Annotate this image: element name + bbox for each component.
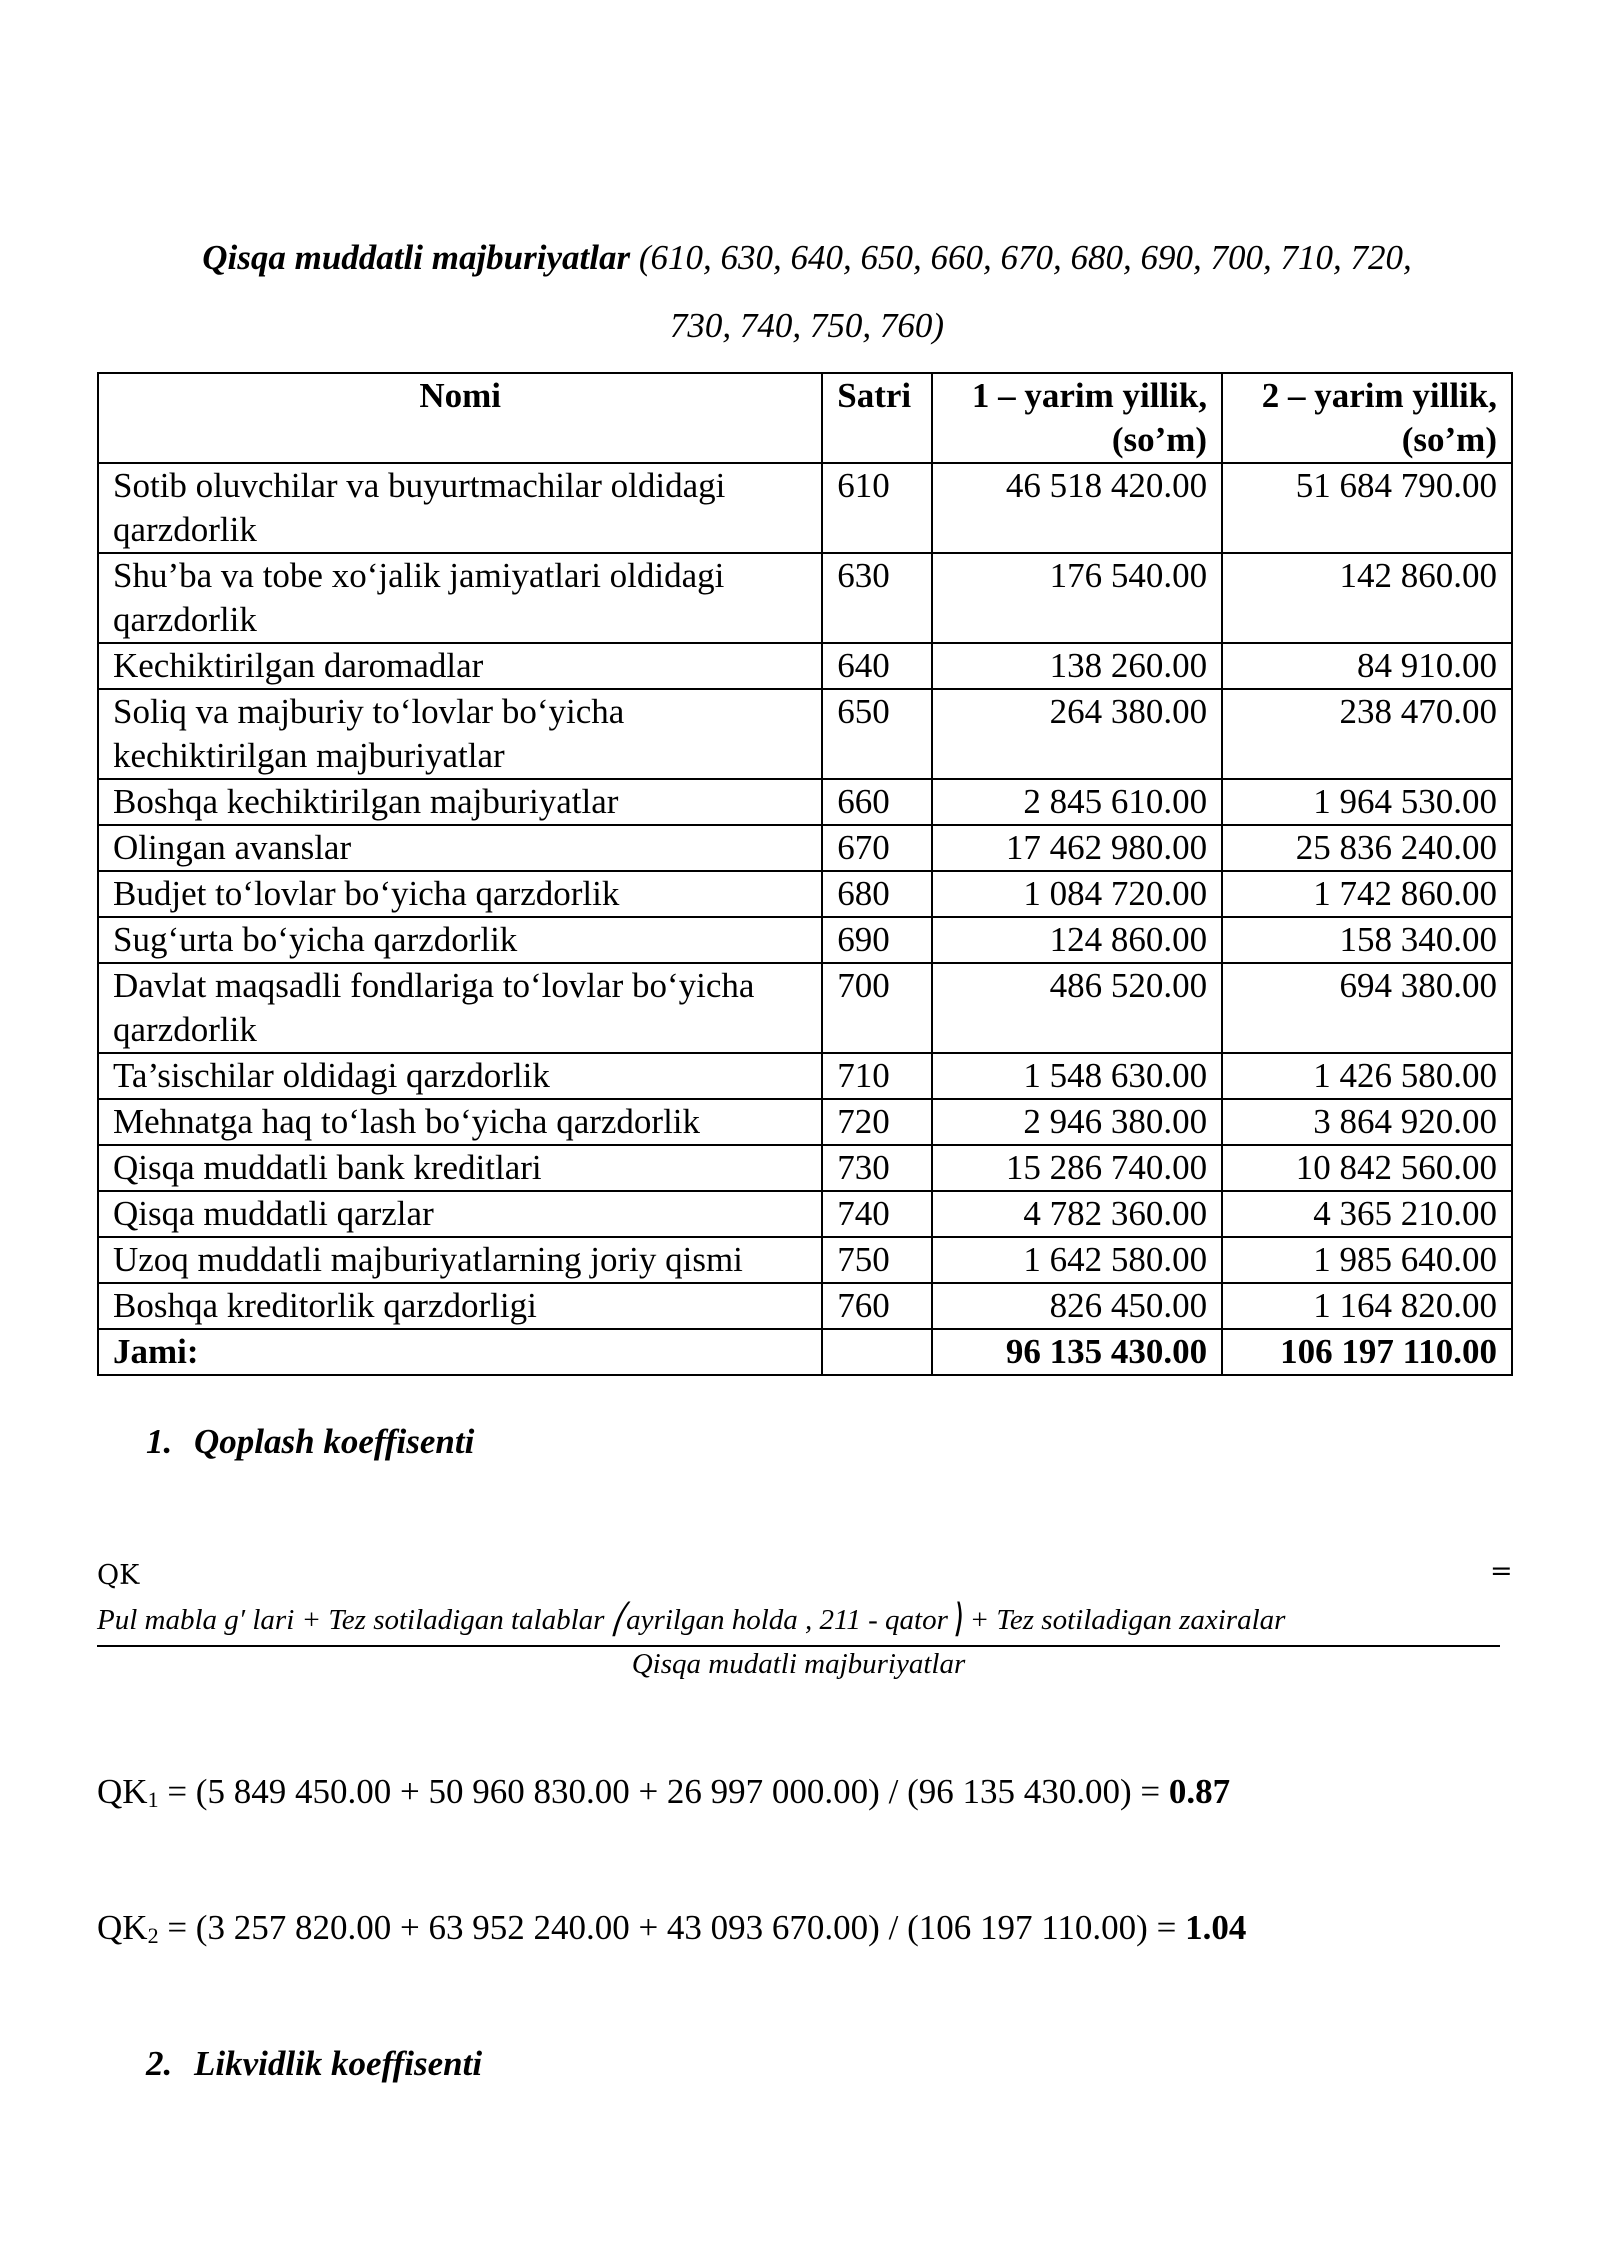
- section-1-title: Qoplash koeffisenti: [194, 1422, 475, 1461]
- table-row: [98, 463, 1512, 553]
- row-code: 750: [822, 1237, 932, 1283]
- section-heading-1: [146, 1422, 474, 1462]
- formula-equals: =: [1490, 1556, 1513, 1587]
- row-code: 730: [822, 1145, 932, 1191]
- row-name: Boshqa kreditorlik qarzdorligi: [98, 1283, 822, 1329]
- header-half1-line1: 1 – yarim yillik,: [971, 376, 1208, 415]
- table-row: [98, 917, 1512, 963]
- row-half1: 1 548 630.00: [932, 1053, 1222, 1099]
- row-code: 640: [822, 643, 932, 689]
- table-row: [98, 1191, 1512, 1237]
- row-half2: 10 842 560.00: [1222, 1145, 1512, 1191]
- row-half1: 15 286 740.00: [932, 1145, 1222, 1191]
- row-name: Sotib oluvchilar va buyurtmachilar oldidagi qarzdorlik: [98, 463, 822, 553]
- row-half2: 3 864 920.00: [1222, 1099, 1512, 1145]
- row-half2: 238 470.00: [1222, 689, 1512, 779]
- row-name: Olingan avanslar: [98, 825, 822, 871]
- header-half1: [932, 373, 1222, 463]
- row-code: 610: [822, 463, 932, 553]
- section-heading-2: [146, 2044, 482, 2084]
- table-heading-codes: (610, 630, 640, 650, 660, 670, 680, 690, 700, 710, 720,: [638, 238, 1412, 277]
- calc-qk2-expr: = (3 257 820.00 + 63 952 240.00 + 43 093 670.00) / (106 197 110.00) =: [158, 1908, 1186, 1947]
- row-code: 740: [822, 1191, 932, 1237]
- header-name: Nomi: [98, 373, 822, 463]
- row-code: 700: [822, 963, 932, 1053]
- row-half2: 51 684 790.00: [1222, 463, 1512, 553]
- row-name: Kechiktirilgan daromadlar: [98, 643, 822, 689]
- row-half2: 1 742 860.00: [1222, 871, 1512, 917]
- row-half1: 1 084 720.00: [932, 871, 1222, 917]
- formula-denominator: Qisqa mudatli majburiyatlar: [631, 1648, 966, 1680]
- table-row: [98, 825, 1512, 871]
- total-code: [822, 1329, 932, 1375]
- row-half2: 694 380.00: [1222, 963, 1512, 1053]
- row-half2: 84 910.00: [1222, 643, 1512, 689]
- table-row: [98, 1145, 1512, 1191]
- calc-qk1-label: QK: [97, 1772, 148, 1811]
- calc-qk2-label: QK: [97, 1908, 148, 1947]
- calc-qk2: [97, 1908, 1246, 1949]
- liabilities-table: [97, 372, 1513, 1376]
- table-heading-line1: [97, 224, 1517, 292]
- row-half2: 1 164 820.00: [1222, 1283, 1512, 1329]
- row-half2: 25 836 240.00: [1222, 825, 1512, 871]
- formula-numerator: Pul mabla g′ lari + Tez sotiladigan talablar ⎛ayrilgan holda , 211 - qator⎞ + Tez sotiladigan zaxiralar: [97, 1604, 1286, 1636]
- row-name: Qisqa muddatli qarzlar: [98, 1191, 822, 1237]
- table-row: [98, 779, 1512, 825]
- header-half2-line1: 2 – yarim yillik,: [1261, 376, 1497, 415]
- table-total-row: [98, 1329, 1512, 1375]
- calc-qk1-expr: = (5 849 450.00 + 50 960 830.00 + 26 997 000.00) / (96 135 430.00) =: [158, 1772, 1169, 1811]
- row-name: Mehnatga haq to‘lash bo‘yicha qarzdorlik: [98, 1099, 822, 1145]
- table-row: [98, 963, 1512, 1053]
- row-name: Davlat maqsadli fondlariga to‘lovlar bo‘yicha qarzdorlik: [98, 963, 822, 1053]
- total-label: Jami:: [98, 1329, 822, 1375]
- row-half1: 4 782 360.00: [932, 1191, 1222, 1237]
- section-2-title: Likvidlik koeffisenti: [194, 2044, 483, 2083]
- row-code: 680: [822, 871, 932, 917]
- row-code: 670: [822, 825, 932, 871]
- row-name: Budjet to‘lovlar bo‘yicha qarzdorlik: [98, 871, 822, 917]
- row-half1: 2 946 380.00: [932, 1099, 1222, 1145]
- section-1-number: 1.: [146, 1422, 173, 1461]
- row-half1: 264 380.00: [932, 689, 1222, 779]
- table-heading-line2: 730, 740, 750, 760): [669, 306, 945, 345]
- table-header-row: [98, 373, 1512, 463]
- row-half1: 17 462 980.00: [932, 825, 1222, 871]
- row-half2: 142 860.00: [1222, 553, 1512, 643]
- table-row: [98, 1099, 1512, 1145]
- table-row: [98, 553, 1512, 643]
- row-code: 720: [822, 1099, 932, 1145]
- calc-qk2-result: 1.04: [1185, 1908, 1247, 1947]
- row-half2: 1 985 640.00: [1222, 1237, 1512, 1283]
- row-name: Ta’sischilar oldidagi qarzdorlik: [98, 1053, 822, 1099]
- row-code: 760: [822, 1283, 932, 1329]
- row-code: 710: [822, 1053, 932, 1099]
- row-code: 660: [822, 779, 932, 825]
- row-half1: 124 860.00: [932, 917, 1222, 963]
- row-half1: 2 845 610.00: [932, 779, 1222, 825]
- table-row: [98, 643, 1512, 689]
- row-name: Uzoq muddatli majburiyatlarning joriy qismi: [98, 1237, 822, 1283]
- row-half1: 486 520.00: [932, 963, 1222, 1053]
- row-name: Boshqa kechiktirilgan majburiyatlar: [98, 779, 822, 825]
- header-code: Satri: [822, 373, 932, 463]
- total-half2: 106 197 110.00: [1222, 1329, 1512, 1375]
- row-half1: 176 540.00: [932, 553, 1222, 643]
- row-half2: 1 426 580.00: [1222, 1053, 1512, 1099]
- header-half2: [1222, 373, 1512, 463]
- row-name: Shu’ba va tobe xo‘jalik jamiyatlari oldidagi qarzdorlik: [98, 553, 822, 643]
- table-heading-title: Qisqa muddatli majburiyatlar: [202, 238, 631, 277]
- header-half1-line2: (so’m): [1111, 420, 1208, 459]
- row-code: 650: [822, 689, 932, 779]
- table-row: [98, 689, 1512, 779]
- row-half1: 138 260.00: [932, 643, 1222, 689]
- row-name: Sug‘urta bo‘yicha qarzdorlik: [98, 917, 822, 963]
- row-name: Soliq va majburiy to‘lovlar bo‘yicha kechiktirilgan majburiyatlar: [98, 689, 822, 779]
- calc-qk1-result: 0.87: [1168, 1772, 1231, 1811]
- row-name: Qisqa muddatli bank kreditlari: [98, 1145, 822, 1191]
- calc-qk1: [97, 1772, 1230, 1813]
- table-row: [98, 1237, 1512, 1283]
- row-half2: 158 340.00: [1222, 917, 1512, 963]
- table-row: [98, 1053, 1512, 1099]
- row-half2: 1 964 530.00: [1222, 779, 1512, 825]
- header-half2-line2: (so’m): [1401, 420, 1497, 459]
- row-half1: 826 450.00: [932, 1283, 1222, 1329]
- table-row: [98, 871, 1512, 917]
- calc-qk2-sub: 2: [147, 1923, 159, 1948]
- row-code: 630: [822, 553, 932, 643]
- row-half2: 4 365 210.00: [1222, 1191, 1512, 1237]
- table-row: [98, 1283, 1512, 1329]
- row-code: 690: [822, 917, 932, 963]
- row-half1: 46 518 420.00: [932, 463, 1222, 553]
- formula-label: QK: [97, 1560, 140, 1591]
- row-half1: 1 642 580.00: [932, 1237, 1222, 1283]
- section-2-number: 2.: [146, 2044, 173, 2083]
- total-half1: 96 135 430.00: [932, 1329, 1222, 1375]
- formula-fraction-bar: [97, 1645, 1500, 1647]
- calc-qk1-sub: 1: [147, 1787, 159, 1812]
